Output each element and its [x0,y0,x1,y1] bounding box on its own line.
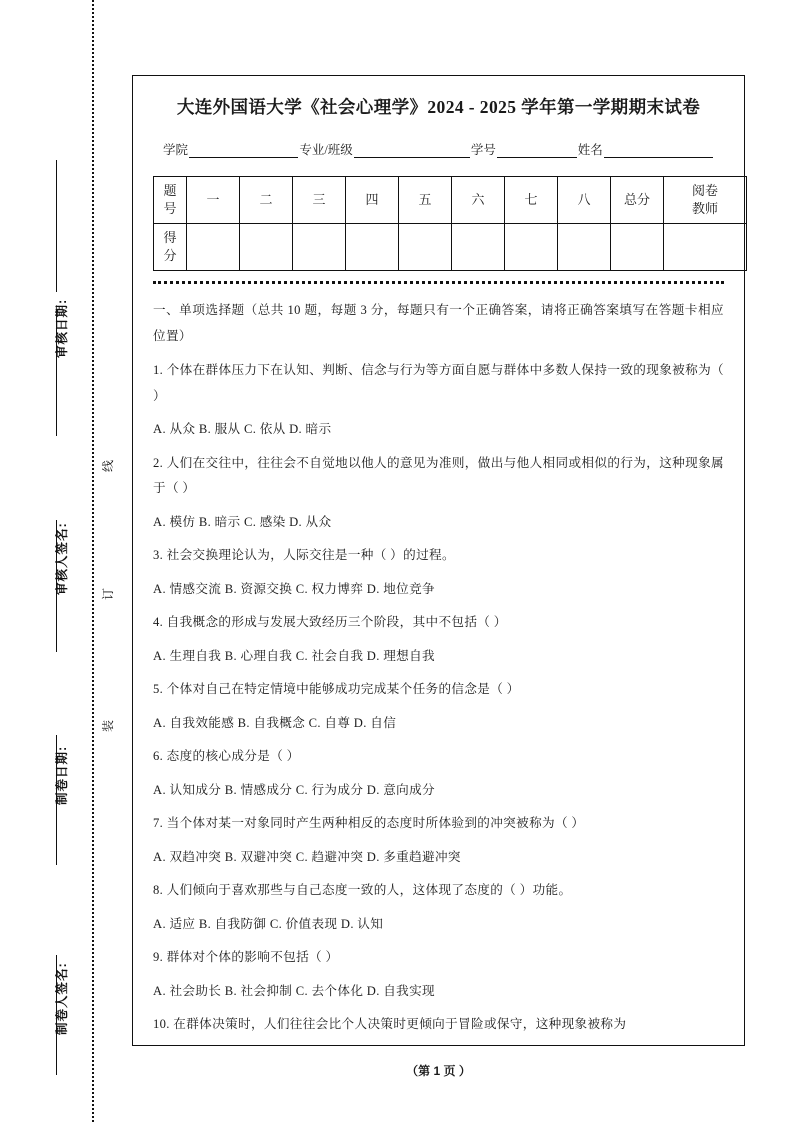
score-cell-1[interactable] [187,224,240,271]
row-header-score-line2: 分 [163,248,177,263]
column-header-4: 四 [346,177,399,224]
column-header-5: 五 [399,177,452,224]
question-8-text: 8. 人们倾向于喜欢那些与自己态度一致的人，这体现了态度的（ ）功能。 [153,883,572,897]
column-header-8: 八 [558,177,611,224]
row-header-score-line1: 得 [163,230,177,245]
section-divider-dotted [153,281,724,284]
college-input[interactable] [189,144,298,158]
question-1-text: 1. 个体在群体压力下在认知、判断、信念与行为等方面自愿与群体中多数人保持一致的现象被称为（ ） [153,363,724,403]
score-cell-grader[interactable] [664,224,747,271]
question-5-options[interactable]: A. 自我效能感 B. 自我概念 C. 自尊 D. 自信 [153,715,397,730]
page-footer: （第 1 页 ） [406,1064,471,1078]
question-5-text: 5. 个体对自己在特定情境中能够成功完成某个任务的信念是（ ） [153,682,520,696]
score-table [153,176,747,271]
score-cell-5[interactable] [399,224,452,271]
column-header-3: 三 [293,177,346,224]
binding-mark-xian: 线 [101,459,115,472]
left-binding-margin [0,0,132,1122]
margin-label-review-date: 审核日期: [55,298,69,358]
binding-mark-zhuang: 装 [101,719,115,732]
score-cell-6[interactable] [452,224,505,271]
row-header-question-number-line2: 号 [163,201,177,216]
row-header-question-number-line1: 题 [163,183,177,198]
column-header-1: 一 [187,177,240,224]
page-title: 大连外国语大学《社会心理学》2024 - 2025 学年第一学期期末试卷 [176,97,701,117]
question-2-text: 2. 人们在交往中，往往会不自觉地以他人的意见为准则，做出与他人相同或相似的行为，这种现象属于（ ） [153,455,724,495]
margin-label-reviewer-signature: 审核人签名: [55,522,69,595]
row-header-score [154,224,187,271]
margin-label-prepare-date: 制卷日期: [55,745,69,805]
student-id-input[interactable] [497,144,577,158]
question-4-options[interactable]: A. 生理自我 B. 心理自我 C. 社会自我 D. 理想自我 [153,648,435,663]
column-header-grader-line2: 教师 [691,201,718,216]
question-7-text: 7. 当个体对某一对象同时产生两种相反的态度时所体验到的冲突被称为（ ） [153,816,585,830]
name-label: 姓名 [577,143,603,157]
question-10-text: 10. 在群体决策时，人们往往会比个人决策时更倾向于冒险或保守，这种现象被称为 [153,1017,627,1031]
question-body [153,298,724,1038]
score-cell-3[interactable] [293,224,346,271]
score-cell-2[interactable] [240,224,293,271]
college-label: 学院 [163,143,189,157]
binding-dotted-line [92,0,94,1122]
score-cell-total[interactable] [611,224,664,271]
exam-sheet [132,75,745,1046]
column-header-2: 二 [240,177,293,224]
major-class-input[interactable] [354,144,470,158]
student-info-line [153,140,724,158]
student-id-label: 学号 [470,143,496,157]
question-2-options[interactable]: A. 模仿 B. 暗示 C. 感染 D. 从众 [153,514,332,529]
question-9-options[interactable]: A. 社会助长 B. 社会抑制 C. 去个体化 D. 自我实现 [153,983,435,998]
question-9-text: 9. 群体对个体的影响不包括（ ） [153,950,339,964]
table-row-question-numbers [154,177,747,224]
question-6-text: 6. 态度的核心成分是（ ） [153,749,300,763]
question-7-options[interactable]: A. 双趋冲突 B. 双避冲突 C. 趋避冲突 D. 多重趋避冲突 [153,849,461,864]
major-class-label: 专业/班级 [299,143,353,157]
question-6-options[interactable]: A. 认知成分 B. 情感成分 C. 行为成分 D. 意向成分 [153,782,435,797]
question-3-text: 3. 社会交换理论认为，人际交往是一种（ ）的过程。 [153,548,455,562]
column-header-7: 七 [505,177,558,224]
score-cell-8[interactable] [558,224,611,271]
row-header-question-number [154,177,187,224]
column-header-grader-line1: 阅卷 [691,183,718,198]
section-heading: 一、单项选择题（总共 10 题，每题 3 分，每题只有一个正确答案，请将正确答案填写在答题卡相应位置） [153,303,724,343]
question-4-text: 4. 自我概念的形成与发展大致经历三个阶段，其中不包括（ ） [153,615,507,629]
table-row-scores [154,224,747,271]
question-3-options[interactable]: A. 情感交流 B. 资源交换 C. 权力博弈 D. 地位竞争 [153,581,435,596]
question-8-options[interactable]: A. 适应 B. 自我防御 C. 价值表现 D. 认知 [153,916,384,931]
margin-label-preparer-signature: 制卷人签名: [55,962,69,1035]
score-cell-4[interactable] [346,224,399,271]
column-header-6: 六 [452,177,505,224]
score-cell-7[interactable] [505,224,558,271]
binding-mark-ding: 订 [101,587,115,600]
name-input[interactable] [604,144,713,158]
question-1-options[interactable]: A. 从众 B. 服从 C. 依从 D. 暗示 [153,422,332,436]
column-header-grader [664,177,747,224]
column-header-total: 总分 [611,177,664,224]
margin-rule-1 [56,160,57,292]
